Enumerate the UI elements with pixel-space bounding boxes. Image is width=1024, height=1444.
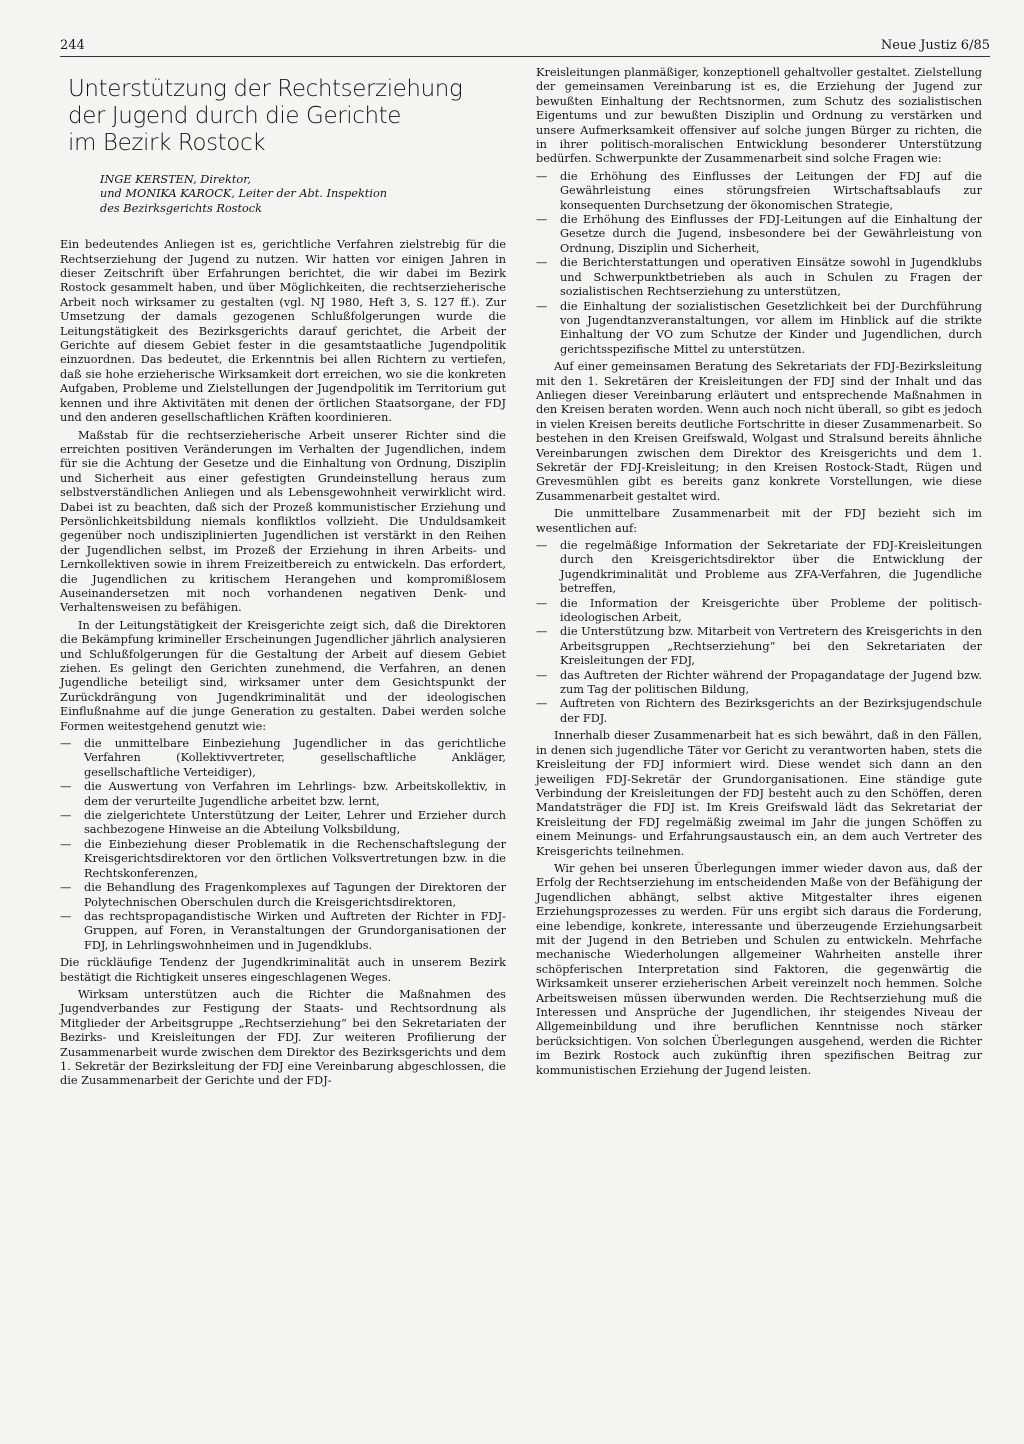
list-item: — die Erhöhung des Einflusses der Leitungen der FDJ auf die Gewährleistung eines störungsfreien Wirtschaftsablaufs zur konsequenten Durchsetzung der ökonomischen Strategie,	[536, 170, 982, 213]
left-column	[60, 66, 506, 1092]
title-line: der Jugend durch die Gerichte	[68, 103, 402, 129]
paragraph: In der Leitungstätigkeit der Kreisgerichte zeigt sich, daß die Direktoren die Bekämpfung krimineller Erscheinungen Jugendlicher jährlich analysieren und Schlußfolgerungen für die Gestaltung der Arbeit auf diesem Gebiet ziehen. Es gelingt den Gerichten zunehmend, die Verfahren, an denen Jugendliche beteiligt sind, wirksamer unter dem Gesichtspunkt der Zurückdrängung von Jugendkriminalität und der ideologischen Einflußnahme auf die junge Generation zu gestalten. Dabei werden solche Formen weitestgehend genutzt wie:	[60, 618, 506, 733]
list-item: — die Unterstützung bzw. Mitarbeit von Vertretern des Kreisgerichts in den Arbeitsgruppen „Rechtserziehung“ bei den Sekretariaten der Kreisleitungen der FDJ,	[536, 625, 982, 668]
header-rule	[60, 56, 990, 57]
paragraph: Die unmittelbare Zusammenarbeit mit der FDJ bezieht sich im wesentlichen auf:	[536, 507, 982, 535]
author-line: INGE KERSTEN, Direktor,	[100, 173, 251, 186]
list-item: — die Berichterstattungen und operativen Einsätze sowohl in Jugendklubs und Schwerpunktbetrieben als auch in Schulen zu Fragen der sozialistischen Rechtserziehung zu unterstützen,	[536, 256, 982, 299]
author-line: des Bezirksgerichts Rostock	[100, 201, 262, 215]
title-line: Unterstützung der Rechtserziehung	[68, 76, 463, 102]
paragraph: Ein bedeutendes Anliegen ist es, gerichtliche Verfahren zielstrebig für die Rechtserziehung der Jugend zu nutzen. Wir hatten vor einigen Jahren in dieser Zeitschrift über Erfahrungen berichtet, die wir dabei im Bezirk Rostock gesammelt haben, und über Möglichkeiten, die rechtserzieherische Arbeit noch wirksamer zu gestalten (vgl. NJ 1980, Heft 3, S. 127 ff.). Zur Umsetzung der damals gezogenen Schlußfolgerungen wurde die Leitungstätigkeit des Bezirksgerichts darauf gerichtet, die Arbeit der Gerichte auf diesem Gebiet fester in die gesamtstaatliche Jugendpolitik einzuordnen. Das bedeutet, die Erkenntnis bei allen Richtern zu vertiefen, daß sie hohe erzieherische Wirksamkeit dort erreichen, wo sie die konkreten Aufgaben, Probleme und Zielstellungen der Jugendpolitik im Territorium gut kennen und ihre Aktivitäten mit denen der örtlichen Staatsorgane, der FDJ und den anderen gesellschaftlichen Kräften koordinieren.	[60, 238, 506, 425]
page-number: 244	[60, 38, 85, 53]
list-item: — die Information der Kreisgerichte über Probleme der politisch-ideologischen Arbeit,	[536, 597, 982, 626]
paragraph: Auf einer gemeinsamen Beratung des Sekretariats der FDJ-Bezirksleitung mit den 1. Sekretären der Kreisleitungen der FDJ sind der Inhalt und das Anliegen dieser Vereinbarung erläutert und entsprechende Maßnahmen in den Kreisen beraten worden. Wenn auch noch nicht überall, so gibt es jedoch in vielen Kreisen bereits deutliche Fortschritte in dieser Zusammenarbeit. So bestehen in den Kreisen Greifswald, Wolgast und Stralsund bereits ähnliche Vereinbarungen zwischen dem Direktor des Kreisgerichts und dem 1. Sekretär der FDJ-Kreisleitung; in den Kreisen Rostock-Stadt, Rügen und Grevesmühlen gibt es bereits ganz konkrete Vorstellungen, wie diese Zusammenarbeit gestaltet wird.	[536, 360, 982, 503]
right-column	[536, 66, 982, 1081]
paragraph: Wir gehen bei unseren Überlegungen immer wieder davon aus, daß der Erfolg der Rechtserziehung im entscheidenden Maße von der Befähigung der Jugendlichen abhängt, selbst aktive Mitgestalter ihres eigenen Erziehungsprozesses zu werden. Für uns ergibt sich daraus die Forderung, eine lebendige, konkrete, interessante und überzeugende Erziehungsarbeit mit der Jugend in den Betrieben und Schulen zu entwickeln. Mehrfache mechanische Wiederholungen allgemeiner Wahrheiten anstelle ihrer schöpferischen Interpretation sind Faktoren, die gegenwärtig die Wirksamkeit unserer erzieherischen Arbeit vereinzelt noch hemmen. Solche Arbeitsweisen müssen überwunden werden. Die Rechtserziehung muß die Interessen und Ansprüche der Jugendlichen, ihr steigendes Niveau der Allgemeinbildung und ihre beruflichen Kenntnisse noch stärker berücksichtigen. Von solchen Überlegungen ausgehend, werden die Richter im Bezirk Rostock auch zukünftig ihren spezifischen Beitrag zur kommunistischen Erziehung der Jugend leisten.	[536, 861, 982, 1077]
list-item: — die Auswertung von Verfahren im Lehrlings- bzw. Arbeitskollektiv, in dem der verurteilte Jugendliche arbeitet bzw. lernt,	[60, 780, 506, 809]
list-item: — die zielgerichtete Unterstützung der Leiter, Lehrer und Erzieher durch sachbezogene Hinweise an die Abteilung Volksbildung,	[60, 809, 506, 838]
list-item: — die Erhöhung des Einflusses der FDJ-Leitungen auf die Einhaltung der Gesetze durch die Jugend, insbesondere bei der Gewährleistung von Ordnung, Disziplin und Sicherheit,	[536, 213, 982, 256]
list-item: — das rechtspropagandistische Wirken und Auftreten der Richter in FDJ-Gruppen, auf Foren, in Veranstaltungen der Grundorganisationen der FDJ, in Lehrlingswohnheimen und in Jugendklubs.	[60, 910, 506, 953]
article-title	[68, 76, 506, 157]
title-line: im Bezirk Rostock	[68, 130, 266, 156]
list-item: — die Einhaltung der sozialistischen Gesetzlichkeit bei der Durchführung von Jugendtanzveranstaltungen, vor allem im Hinblick auf die strikte Einhaltung der VO zum Schutze der Kinder und Jugendlichen, durch gerichtsspezifische Mittel zu unterstützen.	[536, 300, 982, 358]
bullet-list	[536, 170, 982, 357]
paragraph: Wirksam unterstützen auch die Richter die Maßnahmen des Jugendverbandes zur Festigung der Staats- und Rechtsordnung als Mitglieder der Arbeitsgruppe „Rechtserziehung“ bei den Sekretariaten der Bezirks- und Kreisleitungen der FDJ. Zur weiteren Profilierung der Zusammenarbeit wurde zwischen dem Direktor des Bezirksgerichts und dem 1. Sekretär der Bezirksleitung der FDJ eine Vereinbarung abgeschlossen, die die Zusammenarbeit der Gerichte und der FDJ-	[60, 987, 506, 1088]
paragraph: Die rückläufige Tendenz der Jugendkriminalität auch in unserem Bezirk bestätigt die Richtigkeit unseres eingeschlagenen Weges.	[60, 956, 506, 984]
paragraph: Innerhalb dieser Zusammenarbeit hat es sich bewährt, daß in den Fällen, in denen sich jugendliche Täter vor Gericht zu verantworten haben, stets die Kreisleitung der FDJ informiert wird. Diese wendet sich dann an den jeweiligen FDJ-Sekretär der Grundorganisationen. Eine ständige gute Verbindung der Kreisleitungen der FDJ besteht auch zu den Schöffen, deren Mandatsträger die FDJ ist. Im Kreis Greifswald lädt das Sekretariat der Kreisleitung der FDJ regelmäßig zweimal im Jahr die jungen Schöffen zu einem Meinungs- und Erfahrungsaustausch ein, an dem auch Vertreter des Kreisgerichts teilnehmen.	[536, 729, 982, 858]
author-line: und MONIKA KAROCK, Leiter der Abt. Inspektion	[100, 187, 388, 201]
list-item: — die unmittelbare Einbeziehung Jugendlicher in das gerichtliche Verfahren (Kollektivvertreter, gesellschaftliche Ankläger, gesellschaftliche Verteidiger),	[60, 737, 506, 780]
bullet-list	[60, 737, 506, 953]
article-authors	[100, 173, 506, 216]
bullet-list	[536, 539, 982, 726]
paragraph: Kreisleitungen planmäßiger, konzeptionell gehaltvoller gestaltet. Zielstellung der gemeinsamen Vereinbarung ist es, die Erziehung der Jugend zur bewußten Einhaltung der Rechtsnormen, zum Schutz des sozialistischen Eigentums und zur bewußten Disziplin und Ordnung zu verstärken und unsere Aufmerksamkeit offensiver auf solche jungen Bürger zu richten, die in ihrer politisch-moralischen Entwicklung besonderer Unterstützung bedürfen. Schwerpunkte der Zusammenarbeit sind solche Fragen wie:	[536, 66, 982, 166]
list-item: — das Auftreten der Richter während der Propagandatage der Jugend bzw. zum Tag der politischen Bildung,	[536, 669, 982, 698]
paragraph: Maßstab für die rechtserzieherische Arbeit unserer Richter sind die erreichten positiven Veränderungen im Verhalten der Jugendlichen, indem für sie die Achtung der Gesetze und die Einhaltung von Ordnung, Disziplin und Sicherheit aus einer gefestigten Grundeinstellung heraus zum selbstverständlichen Anliegen und als Lebensgewohnheit verwirklicht wird. Dabei ist zu beachten, daß sich der Prozeß kommunistischer Erziehung und Persönlichkeitsbildung niemals konfliktlos vollzieht. Die Unduldsamkeit gegenüber noch undisziplinierten Jugendlichen ist verstärkt in den Reihen der Jugendlichen selbst, im Prozeß der Erziehung in ihren Arbeits- und Lernkollektiven sowie in ihrem Freizeitbereich zu entwickeln. Das erfordert, die Jugendlichen zu kritischem Herangehen und kompromißlosem Auseinandersetzen mit noch vorhandenen negativen Denk- und Verhaltensweisen zu befähigen.	[60, 428, 506, 615]
list-item: — die Einbeziehung dieser Problematik in die Rechenschaftslegung der Kreisgerichtsdirektoren vor den örtlichen Volksvertretungen bzw. in die Rechtskonferenzen,	[60, 838, 506, 881]
list-item: — die Behandlung des Fragenkomplexes auf Tagungen der Direktoren der Polytechnischen Oberschulen durch die Kreisgerichtsdirektoren,	[60, 881, 506, 910]
list-item: — die regelmäßige Information der Sekretariate der FDJ-Kreisleitungen durch den Kreisgerichtsdirektor über die Entwicklung der Jugendkriminalität und Probleme aus ZFA-Verfahren, die Jugendliche betreffen,	[536, 539, 982, 597]
list-item: — Auftreten von Richtern des Bezirksgerichts an der Bezirksjugendschule der FDJ.	[536, 697, 982, 726]
journal-issue: Neue Justiz 6/85	[880, 38, 990, 53]
